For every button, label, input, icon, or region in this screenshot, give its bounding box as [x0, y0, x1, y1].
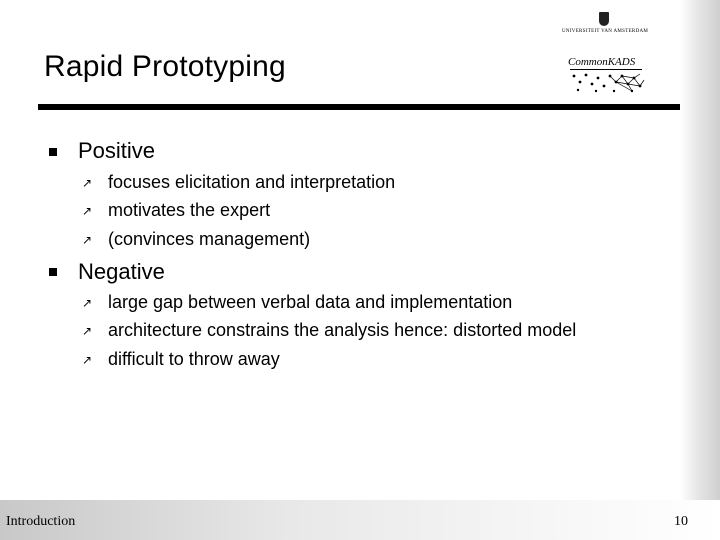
- page-number: 10: [674, 514, 688, 529]
- slide-title: Rapid Prototyping: [44, 50, 286, 83]
- list-item: [82, 349, 94, 371]
- arrow-up-right-icon: ↗: [82, 204, 93, 218]
- list-item: [82, 172, 94, 194]
- arrow-up-right-icon: ↗: [82, 176, 93, 190]
- commonkads-logo: [566, 56, 648, 94]
- arrow-up-right-icon: ↗: [82, 324, 93, 338]
- list-item-text: (convinces management): [108, 229, 311, 249]
- list-item-text: architecture constrains the analysis hence: distorted model: [108, 320, 577, 340]
- university-logo-text: UNIVERSITEIT VAN AMSTERDAM: [562, 29, 649, 34]
- list-item-text: difficult to throw away: [108, 349, 280, 369]
- list-item-text: motivates the expert: [108, 200, 271, 220]
- title-rule: [38, 104, 680, 110]
- square-bullet-icon: [49, 268, 57, 276]
- footer-bar: [0, 500, 720, 540]
- section-heading-positive: Positive: [78, 138, 156, 163]
- list-item: [82, 200, 94, 222]
- section-heading-negative: Negative: [78, 259, 165, 284]
- arrow-up-right-icon: ↗: [82, 296, 93, 310]
- commonkads-network-icon: [570, 70, 646, 94]
- square-bullet-icon: [49, 148, 57, 156]
- arrow-up-right-icon: ↗: [82, 233, 93, 247]
- university-logo: [562, 12, 649, 38]
- list-item-text: focuses elicitation and interpretation: [108, 172, 396, 192]
- commonkads-logo-text: CommonKADS: [568, 56, 636, 68]
- list-item: [82, 229, 94, 251]
- university-shield-icon: [599, 12, 609, 26]
- list-item-text: large gap between verbal data and implementation: [108, 292, 513, 312]
- right-decor-strip: [680, 0, 720, 540]
- arrow-up-right-icon: ↗: [82, 353, 93, 367]
- footer-section-label: Introduction: [6, 514, 76, 529]
- section-bullet-negative: [49, 268, 57, 276]
- list-item: [82, 292, 94, 314]
- section-bullet-positive: [49, 148, 57, 156]
- list-item: [82, 320, 94, 342]
